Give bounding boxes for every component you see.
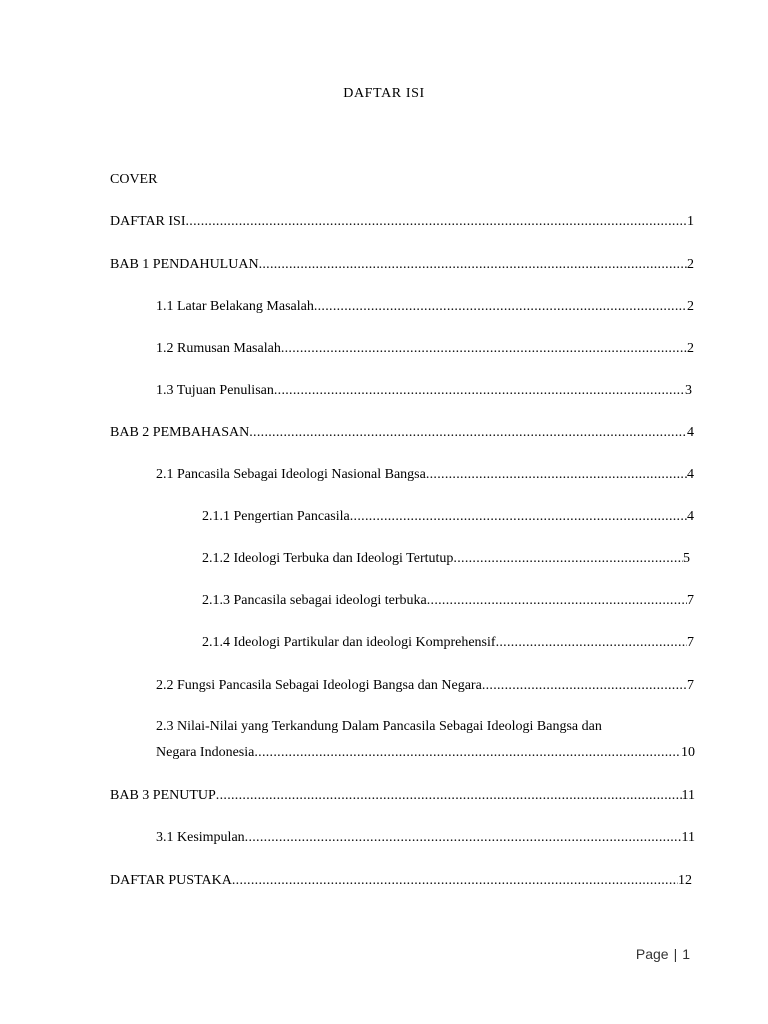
dot-leader: [281, 339, 687, 359]
toc-entry-2-1[interactable]: [156, 465, 694, 485]
toc-entry-page: 5: [683, 551, 690, 566]
page-number: 1: [682, 946, 690, 962]
toc-entry-page: 4: [687, 425, 694, 440]
toc-entry-page: 4: [687, 509, 694, 524]
toc-entry-page: 1: [687, 214, 694, 229]
toc-entry-2-1-3[interactable]: [202, 591, 694, 611]
toc-entry-3-1[interactable]: [156, 828, 695, 848]
toc-entry-label: 2.2 Fungsi Pancasila Sebagai Ideologi Bangsa dan Negara: [156, 678, 482, 693]
dot-leader: [350, 507, 687, 527]
dot-leader: [496, 633, 687, 653]
dot-leader: [249, 423, 687, 443]
toc-entry-label: 2.1.4 Ideologi Partikular dan ideologi Komprehensif: [202, 635, 496, 650]
toc-entry-2-3[interactable]: [156, 743, 695, 763]
toc-entry-2-3-first-line[interactable]: 2.3 Nilai-Nilai yang Terkandung Dalam Pancasila Sebagai Ideologi Bangsa dan: [156, 719, 602, 734]
dot-leader: [259, 255, 687, 275]
toc-entry-page: 7: [687, 678, 694, 693]
dot-leader: [274, 381, 685, 401]
toc-entry-page: 11: [681, 788, 695, 803]
toc-cover: COVER: [110, 172, 158, 187]
toc-entry-label: 2.1.1 Pengertian Pancasila: [202, 509, 350, 524]
page-separator: |: [673, 946, 678, 962]
page-label: Page: [635, 946, 669, 962]
dot-leader: [426, 465, 687, 485]
toc-entry-page: 2: [687, 299, 694, 314]
toc-entry-daftar-isi[interactable]: [110, 212, 694, 232]
toc-entry-label: DAFTAR PUSTAKA: [110, 873, 232, 888]
dot-leader: [245, 828, 682, 848]
dot-leader: [453, 549, 683, 569]
dot-leader: [482, 676, 687, 696]
toc-entry-page: 4: [687, 467, 694, 482]
dot-leader: [427, 591, 687, 611]
toc-entry-label: BAB 3 PENUTUP: [110, 788, 216, 803]
toc-entry-1-3[interactable]: [156, 381, 692, 401]
toc-entry-2-2[interactable]: [156, 676, 694, 696]
toc-entry-label: 3.1 Kesimpulan: [156, 830, 245, 845]
toc-entry-page: 2: [687, 257, 694, 272]
toc-entry-daftar-pustaka[interactable]: [110, 871, 692, 891]
toc-entry-bab-3[interactable]: [110, 786, 695, 806]
toc-entry-bab-1[interactable]: [110, 255, 694, 275]
toc-entry-2-1-1[interactable]: [202, 507, 694, 527]
toc-entry-page: 7: [687, 593, 694, 608]
dot-leader: [254, 743, 681, 763]
toc-entry-label: 1.3 Tujuan Penulisan: [156, 383, 274, 398]
dot-leader: [314, 297, 687, 317]
toc-entry-label: DAFTAR ISI: [110, 214, 186, 229]
toc-entry-bab-2[interactable]: [110, 423, 694, 443]
dot-leader: [216, 786, 682, 806]
toc-entry-page: 7: [687, 635, 694, 650]
toc-entry-1-2[interactable]: [156, 339, 694, 359]
toc-entry-label: 2.1.2 Ideologi Terbuka dan Ideologi Tertutup: [202, 551, 454, 566]
toc-entry-label: 2.1 Pancasila Sebagai Ideologi Nasional Bangsa: [156, 467, 426, 482]
toc-entry-label: BAB 2 PEMBAHASAN: [110, 425, 250, 440]
toc-entry-label: Negara Indonesia: [156, 745, 255, 760]
toc-entry-page: 3: [685, 383, 692, 398]
toc-entry-label: 1.1 Latar Belakang Masalah: [156, 299, 314, 314]
toc-entry-page: 12: [678, 873, 692, 888]
dot-leader: [186, 212, 688, 232]
toc-entry-page: 2: [687, 341, 694, 356]
toc-entry-page: 11: [681, 830, 695, 845]
page-footer: [636, 946, 690, 962]
toc-entry-2-1-4[interactable]: [202, 633, 694, 653]
toc-entry-label: 2.1.3 Pancasila sebagai ideologi terbuka: [202, 593, 427, 608]
toc-entry-label: 1.2 Rumusan Masalah: [156, 341, 281, 356]
dot-leader: [232, 871, 678, 891]
toc-entry-page: 10: [681, 745, 695, 760]
toc-entry-1-1[interactable]: [156, 297, 694, 317]
toc-entry-label: BAB 1 PENDAHULUAN: [110, 257, 259, 272]
page-title: DAFTAR ISI: [343, 86, 425, 101]
toc-entry-2-1-2[interactable]: [202, 549, 690, 569]
